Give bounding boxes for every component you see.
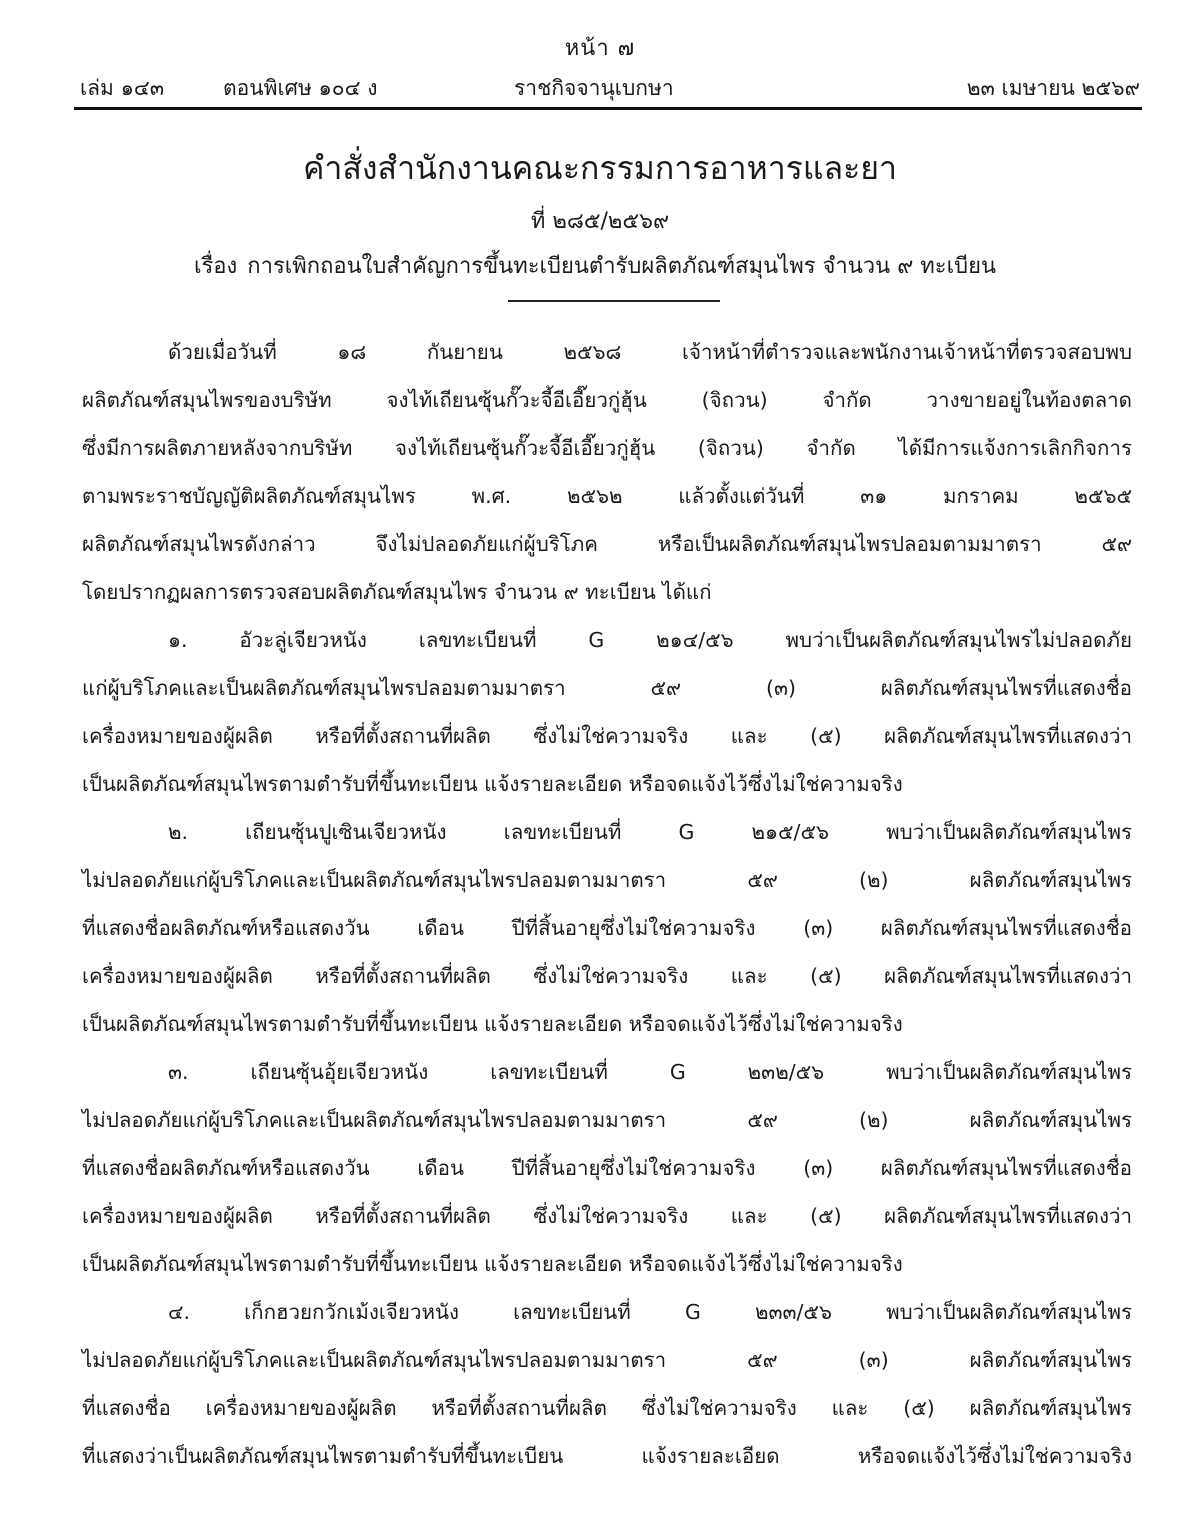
item-4-line: ที่แสดงชื่อ เครื่องหมายของผู้ผลิต หรือที่ตั้งสถานที่ผลิต ซึ่งไม่ใช่ความจริง และ (๕) ผลิตภัณฑ์สมุนไพร <box>82 1396 1132 1420</box>
item-2-line: ที่แสดงชื่อผลิตภัณฑ์หรือแสดงวัน เดือน ปีที่สิ้นอายุซึ่งไม่ใช่ความจริง (๓) ผลิตภัณฑ์สมุนไพรที่แสดงชื่อ <box>82 916 1132 940</box>
header-divider <box>74 107 1142 110</box>
item-1-line: เครื่องหมายของผู้ผลิต หรือที่ตั้งสถานที่ผลิต ซึ่งไม่ใช่ความจริง และ (๕) ผลิตภัณฑ์สมุนไพรที่แสดงว่า <box>82 724 1132 748</box>
intro-line: ด้วยเมื่อวันที่ ๑๘ กันยายน ๒๕๖๘ เจ้าหน้าที่ตำรวจและพนักงานเจ้าหน้าที่ตรวจสอบพบ <box>168 340 1132 364</box>
item-4-line: ไม่ปลอดภัยแก่ผู้บริโภคและเป็นผลิตภัณฑ์สมุนไพรปลอมตามมาตรา ๕๙ (๓) ผลิตภัณฑ์สมุนไพร <box>82 1348 1132 1372</box>
section-label: ตอนพิเศษ ๑๐๔ ง <box>223 76 378 100</box>
item-2-line: เป็นผลิตภัณฑ์สมุนไพรตามตำรับที่ขึ้นทะเบียน แจ้งรายละเอียด หรือจดแจ้งไว้ซึ่งไม่ใช่ความจริง <box>82 1012 903 1036</box>
intro-line: โดยปรากฏผลการตรวจสอบผลิตภัณฑ์สมุนไพร จำนวน ๙ ทะเบียน ได้แก่ <box>82 580 712 604</box>
page-number: หน้า ๗ <box>564 36 636 61</box>
item-4-line: ที่แสดงว่าเป็นผลิตภัณฑ์สมุนไพรตามตำรับที่ขึ้นทะเบียน แจ้งรายละเอียด หรือจดแจ้งไว้ซึ่งไม่ใช่ความจริง <box>82 1444 1132 1468</box>
item-1-line: เป็นผลิตภัณฑ์สมุนไพรตามตำรับที่ขึ้นทะเบียน แจ้งรายละเอียด หรือจดแจ้งไว้ซึ่งไม่ใช่ความจริง <box>82 772 903 796</box>
intro-line: ตามพระราชบัญญัติผลิตภัณฑ์สมุนไพร พ.ศ. ๒๕๖๒ แล้วตั้งแต่วันที่ ๓๑ มกราคม ๒๕๖๕ <box>82 484 1132 508</box>
item-2-line: ไม่ปลอดภัยแก่ผู้บริโภคและเป็นผลิตภัณฑ์สมุนไพรปลอมตามมาตรา ๕๙ (๒) ผลิตภัณฑ์สมุนไพร <box>82 868 1132 892</box>
volume-label: เล่ม ๑๔๓ <box>80 76 165 100</box>
title-divider <box>508 300 720 302</box>
item-3-line: ไม่ปลอดภัยแก่ผู้บริโภคและเป็นผลิตภัณฑ์สมุนไพรปลอมตามมาตรา ๕๙ (๒) ผลิตภัณฑ์สมุนไพร <box>82 1108 1132 1132</box>
item-1-line: ๑. อัวะลู่เจียวหนัง เลขทะเบียนที่ G ๒๑๔/๕๖ พบว่าเป็นผลิตภัณฑ์สมุนไพรไม่ปลอดภัย <box>168 628 1132 652</box>
publication-name: ราชกิจจานุเบกษา <box>514 76 674 100</box>
intro-line: ผลิตภัณฑ์สมุนไพรของบริษัท จงไท้เถียนซุ้นกั๊วะจี้อีเอี๊ยวกู่ฮุ้น (จิถวน) จำกัด วางขายอยู่ในท้องตลาด <box>82 388 1132 412</box>
item-3-line: ที่แสดงชื่อผลิตภัณฑ์หรือแสดงวัน เดือน ปีที่สิ้นอายุซึ่งไม่ใช่ความจริง (๓) ผลิตภัณฑ์สมุนไพรที่แสดงชื่อ <box>82 1156 1132 1180</box>
item-4-line: ๔. เก็กฮวยกวักเม้งเจียวหนัง เลขทะเบียนที่ G ๒๓๓/๕๖ พบว่าเป็นผลิตภัณฑ์สมุนไพร <box>168 1300 1132 1324</box>
order-number: ที่ ๒๘๕/๒๕๖๙ <box>530 209 670 234</box>
document-title: คำสั่งสำนักงานคณะกรรมการอาหารและยา <box>303 149 897 187</box>
publication-date: ๒๓ เมษายน ๒๕๖๙ <box>966 76 1140 100</box>
document-subject <box>0 248 1200 283</box>
item-3-line: เครื่องหมายของผู้ผลิต หรือที่ตั้งสถานที่ผลิต ซึ่งไม่ใช่ความจริง และ (๕) ผลิตภัณฑ์สมุนไพรที่แสดงว่า <box>82 1204 1132 1228</box>
gazette-header <box>80 72 1140 104</box>
subject-label: เรื่อง <box>193 254 238 279</box>
item-2-line: ๒. เถียนซุ้นปูเซินเจียวหนัง เลขทะเบียนที่ G ๒๑๕/๕๖ พบว่าเป็นผลิตภัณฑ์สมุนไพร <box>168 820 1132 844</box>
item-1-line: แก่ผู้บริโภคและเป็นผลิตภัณฑ์สมุนไพรปลอมตามมาตรา ๕๙ (๓) ผลิตภัณฑ์สมุนไพรที่แสดงชื่อ <box>82 676 1132 700</box>
subject-text: การเพิกถอนใบสำคัญการขึ้นทะเบียนตำรับผลิตภัณฑ์สมุนไพร จำนวน ๙ ทะเบียน <box>247 254 997 279</box>
intro-line: ซึ่งมีการผลิตภายหลังจากบริษัท จงไท้เถียนซุ้นกั๊วะจี้อีเอี๊ยวกู่ฮุ้น (จิถวน) จำกัด ได้มีการแจ้งการเลิกกิจการ <box>82 436 1132 460</box>
item-3-line: ๓. เถียนซุ้นอุ้ยเจียวหนัง เลขทะเบียนที่ G ๒๓๒/๕๖ พบว่าเป็นผลิตภัณฑ์สมุนไพร <box>168 1060 1132 1084</box>
item-2-line: เครื่องหมายของผู้ผลิต หรือที่ตั้งสถานที่ผลิต ซึ่งไม่ใช่ความจริง และ (๕) ผลิตภัณฑ์สมุนไพรที่แสดงว่า <box>82 964 1132 988</box>
intro-line: ผลิตภัณฑ์สมุนไพรดังกล่าว จึงไม่ปลอดภัยแก่ผู้บริโภค หรือเป็นผลิตภัณฑ์สมุนไพรปลอมตามมาตรา ๕๙ <box>82 532 1132 556</box>
item-3-line: เป็นผลิตภัณฑ์สมุนไพรตามตำรับที่ขึ้นทะเบียน แจ้งรายละเอียด หรือจดแจ้งไว้ซึ่งไม่ใช่ความจริง <box>82 1252 903 1276</box>
